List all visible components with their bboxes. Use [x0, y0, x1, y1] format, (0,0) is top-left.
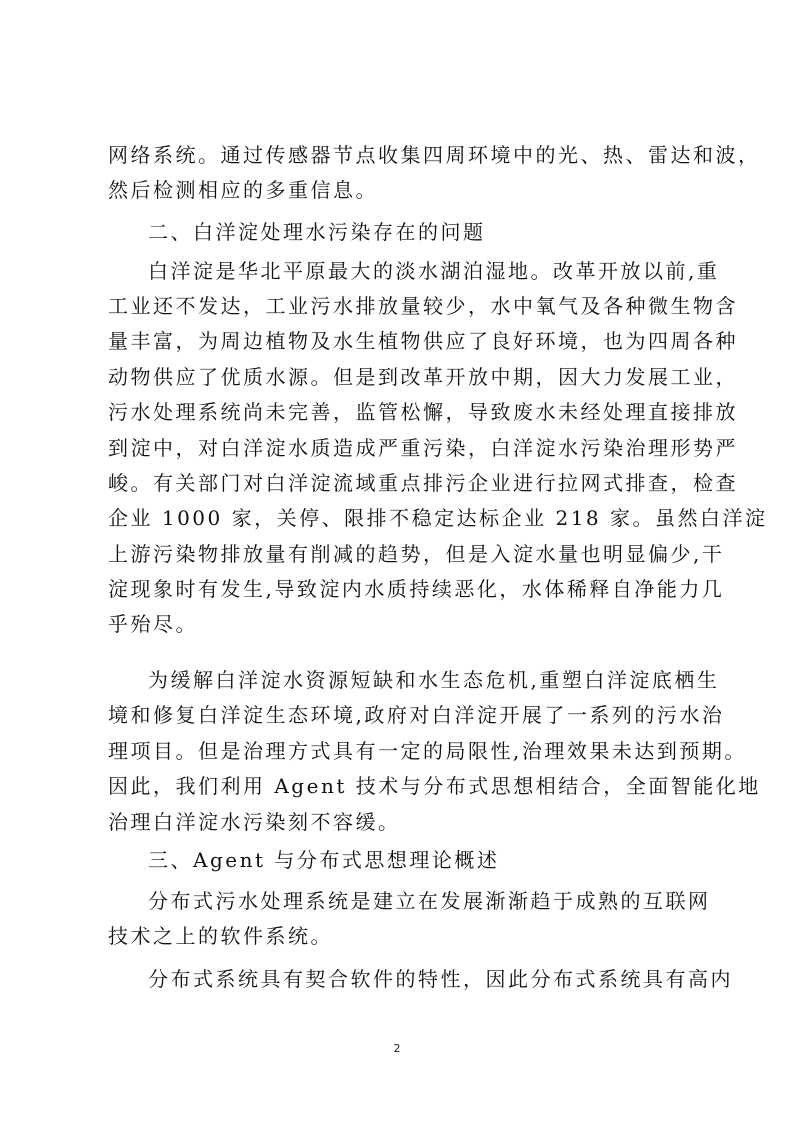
text-line: 为缓解白洋淀水资源短缺和水生态危机,重塑白洋淀底栖生	[148, 668, 720, 692]
text-line: 治理白洋淀水污染刻不容缓。	[108, 810, 401, 834]
text-line: 上游污染物排放量有削减的趋势，但是入淀水量也明显偏少,干	[108, 542, 725, 566]
text-line: 境和修复白洋淀生态环境,政府对白洋淀开展了一系列的污水治	[108, 703, 725, 727]
text-line: 峻。有关部门对白洋淀流域重点排污企业进行拉网式排查，检查	[108, 471, 738, 495]
text-line: 企业 1000 家，关停、限排不稳定达标企业 218 家。虽然白洋淀	[108, 506, 768, 530]
text-line: 技术之上的软件系统。	[108, 924, 333, 948]
text-line: 分布式系统具有契合软件的特性，因此分布式系统具有高内	[148, 967, 733, 991]
text-line: 然后检测相应的多重信息。	[108, 178, 378, 202]
text-line: 乎殆尽。	[108, 612, 198, 636]
page-number: 2	[393, 1042, 401, 1055]
text-line: 到淀中，对白洋淀水质造成严重污染，白洋淀水污染治理形势严	[108, 436, 738, 460]
text-line: 量丰富，为周边植物及水生植物供应了良好环境，也为四周各种	[108, 329, 738, 353]
text-line: 污水处理系统尚未完善，监管松懈，导致废水未经处理直接排放	[108, 400, 738, 424]
section-heading: 三、Agent 与分布式思想理论概述	[148, 848, 500, 872]
text-line: 因此，我们利用 Agent 技术与分布式思想相结合，全面智能化地	[108, 774, 761, 798]
section-heading: 二、白洋淀处理水污染存在的问题	[148, 220, 486, 244]
text-line: 理项目。但是治理方式具有一定的局限性,治理效果未达到预期。	[108, 739, 747, 763]
text-line: 分布式污水处理系统是建立在发展渐渐趋于成熟的互联网	[148, 889, 711, 913]
text-line: 网络系统。通过传感器节点收集四周环境中的光、热、雷达和波，	[108, 143, 761, 167]
text-line: 淀现象时有发生,导致淀内水质持续恶化，水体稀释自净能力几	[108, 577, 725, 601]
text-line: 工业还不发达，工业污水排放量较少，水中氧气及各种微生物含	[108, 294, 738, 318]
text-line: 动物供应了优质水源。但是到改革开放中期，因大力发展工业，	[108, 365, 738, 389]
text-line: 白洋淀是华北平原最大的淡水湖泊湿地。改革开放以前,重	[148, 259, 720, 283]
